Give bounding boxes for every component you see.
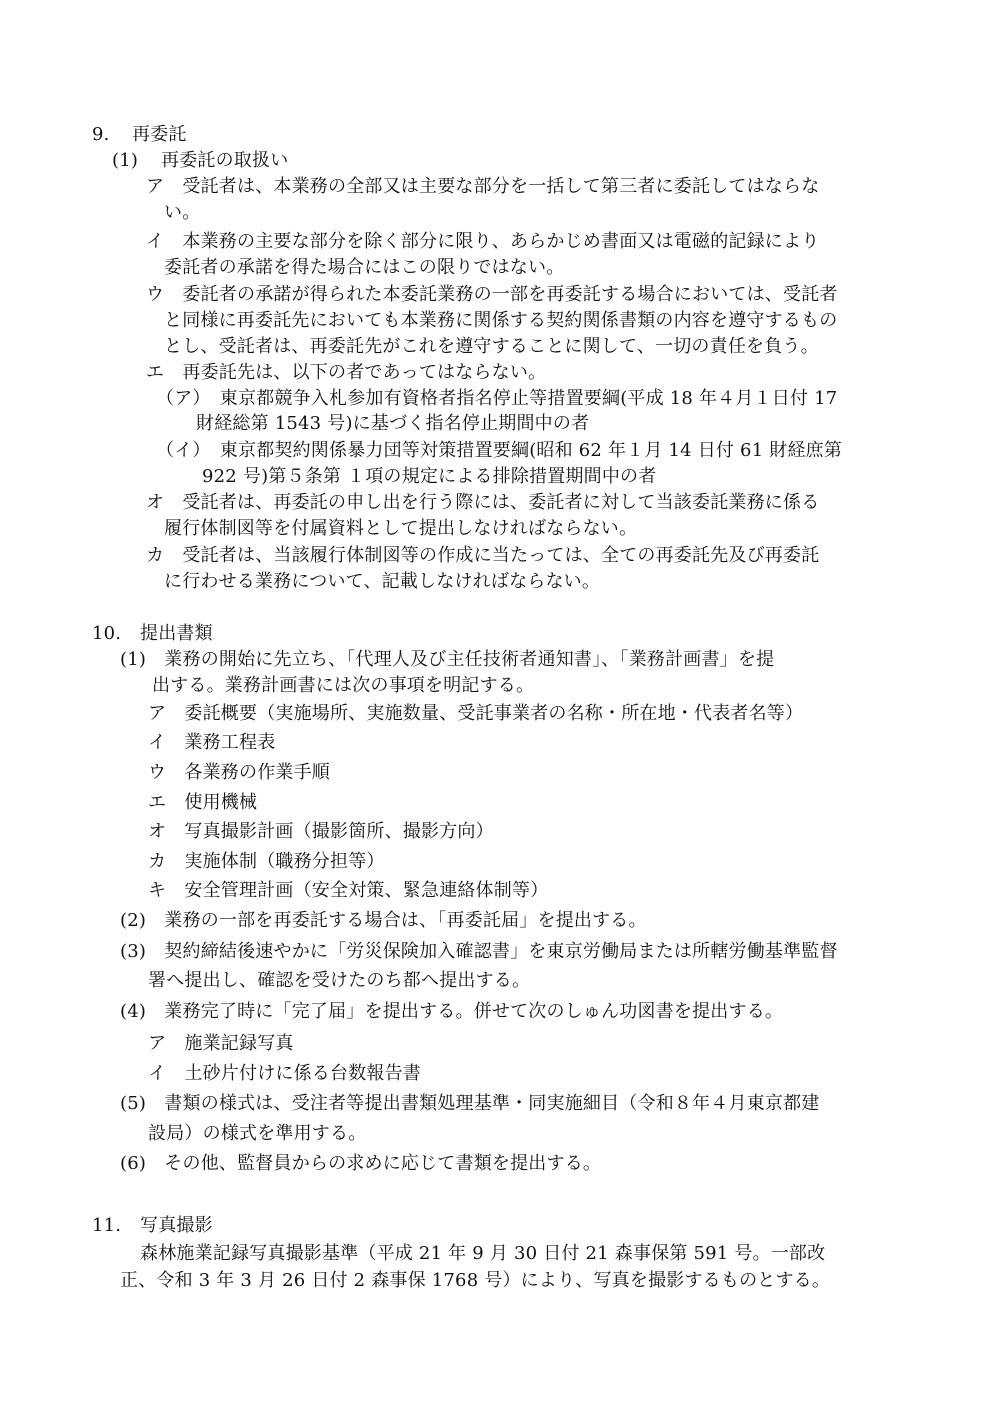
para-6: (6) その他、監督員からの求めに応じて書類を提出する。 [120, 1153, 602, 1174]
section-11-number: 11. [92, 1215, 122, 1236]
para-1-item: カ 実施体制（職務分担等） [148, 851, 385, 872]
para-5-line: (5) 書類の様式は、受注者等提出書類処理基準・同実施細目（令和８年４月東京都建 [120, 1093, 820, 1114]
item-a-line: い。 [164, 202, 201, 223]
para-5-line: 設局）の様式を準用する。 [148, 1123, 367, 1144]
item-i-line: イ 本業務の主要な部分を除く部分に限り、あらかじめ書面又は電磁的記録により [146, 231, 820, 252]
para-1-item: イ 業務工程表 [148, 732, 276, 753]
item-e-line: エ 再委託先は、以下の者であってはならない。 [146, 362, 547, 383]
item-e2-line: 922 号)第５条第 １項の規定による排除措置期間中の者 [202, 466, 657, 487]
para-1-item: エ 使用機械 [148, 792, 258, 813]
item-u-line: とし、受託者は、再委託先がこれを遵守することに関して、一切の責任を負う。 [164, 336, 819, 357]
item-i-line: 委託者の承諾を得た場合にはこの限りではない。 [164, 257, 565, 278]
para-1-line: (1) 業務の開始に先立ち、「代理人及び主任技術者通知書」、「業務計画書」を提 [120, 649, 775, 670]
section-9-sub1-title: 再委託の取扱い [161, 150, 289, 171]
item-e2-line: （イ） 東京都契約関係暴力団等対策措置要綱(昭和 62 年１月 14 日付 61 財経庶第 [156, 440, 843, 461]
para-1-item: ア 委託概要（実施場所、実施数量、受託事業者の名称・所在地・代表者名等） [148, 703, 804, 724]
para-4-item: イ 土砂片付けに係る台数報告書 [148, 1063, 421, 1084]
para-1-line: 出する。業務計画書には次の事項を明記する。 [152, 675, 535, 696]
item-e1-line: 財経総第 1543 号)に基づく指名停止期間中の者 [196, 413, 590, 434]
para-3-line: (3) 契約締結後速やかに「労災保険加入確認書」を東京労働局または所轄労働基準監督 [120, 941, 838, 962]
section-9-number: 9. [92, 124, 110, 145]
item-o-line: オ 受託者は、再委託の申し出を行う際には、委託者に対して当該委託業務に係る [146, 492, 820, 513]
para-1-item: キ 安全管理計画（安全対策、緊急連絡体制等） [148, 880, 549, 901]
section-9-heading: 再委託 [132, 124, 187, 145]
item-e1-line: （ア） 東京都競争入札参加有資格者指名停止等措置要綱(平成 18 年４月１日付 17 [156, 388, 838, 409]
section-9-sub1-number: (1) [112, 150, 139, 171]
para-4-item: ア 施業記録写真 [148, 1033, 294, 1054]
item-ka-line: カ 受託者は、当該履行体制図等の作成に当たっては、全ての再委託先及び再委託 [146, 545, 820, 566]
item-u-line: ウ 委託者の承諾が得られた本委託業務の一部を再委託する場合においては、受託者 [146, 284, 838, 305]
section-10-number: 10. [92, 623, 122, 644]
section-11-heading: 写真撮影 [140, 1215, 213, 1236]
item-o-line: 履行体制図等を付属資料として提出しなければならない。 [164, 518, 638, 539]
item-a-line: ア 受託者は、本業務の全部又は主要な部分を一括して第三者に委託してはならな [146, 176, 820, 197]
section-10-heading: 提出書類 [140, 623, 213, 644]
para-3-line: 署へ提出し、確認を受けたのち都へ提出する。 [148, 970, 531, 991]
item-ka-line: に行わせる業務について、記載しなければならない。 [164, 571, 601, 592]
para-1-item: オ 写真撮影計画（撮影箇所、撮影方向） [148, 821, 494, 842]
para-4: (4) 業務完了時に「完了届」を提出する。併せて次のしゅん功図書を提出する。 [120, 1001, 784, 1022]
para-1-item: ウ 各業務の作業手順 [148, 762, 330, 783]
para-2: (2) 業務の一部を再委託する場合は、「再委託届」を提出する。 [120, 910, 647, 931]
item-u-line: と同様に再委託先においても本業務に関係する契約関係書類の内容を遵守するもの [164, 310, 838, 331]
section-11-body-line: 正、令和 3 年 3 月 26 日付 2 森事保 1768 号）により、写真を撮影するものとする。 [120, 1270, 831, 1291]
section-11-body-line: 森林施業記録写真撮影基準（平成 21 年 9 月 30 日付 21 森事保第 591 号。一部改 [140, 1243, 826, 1264]
